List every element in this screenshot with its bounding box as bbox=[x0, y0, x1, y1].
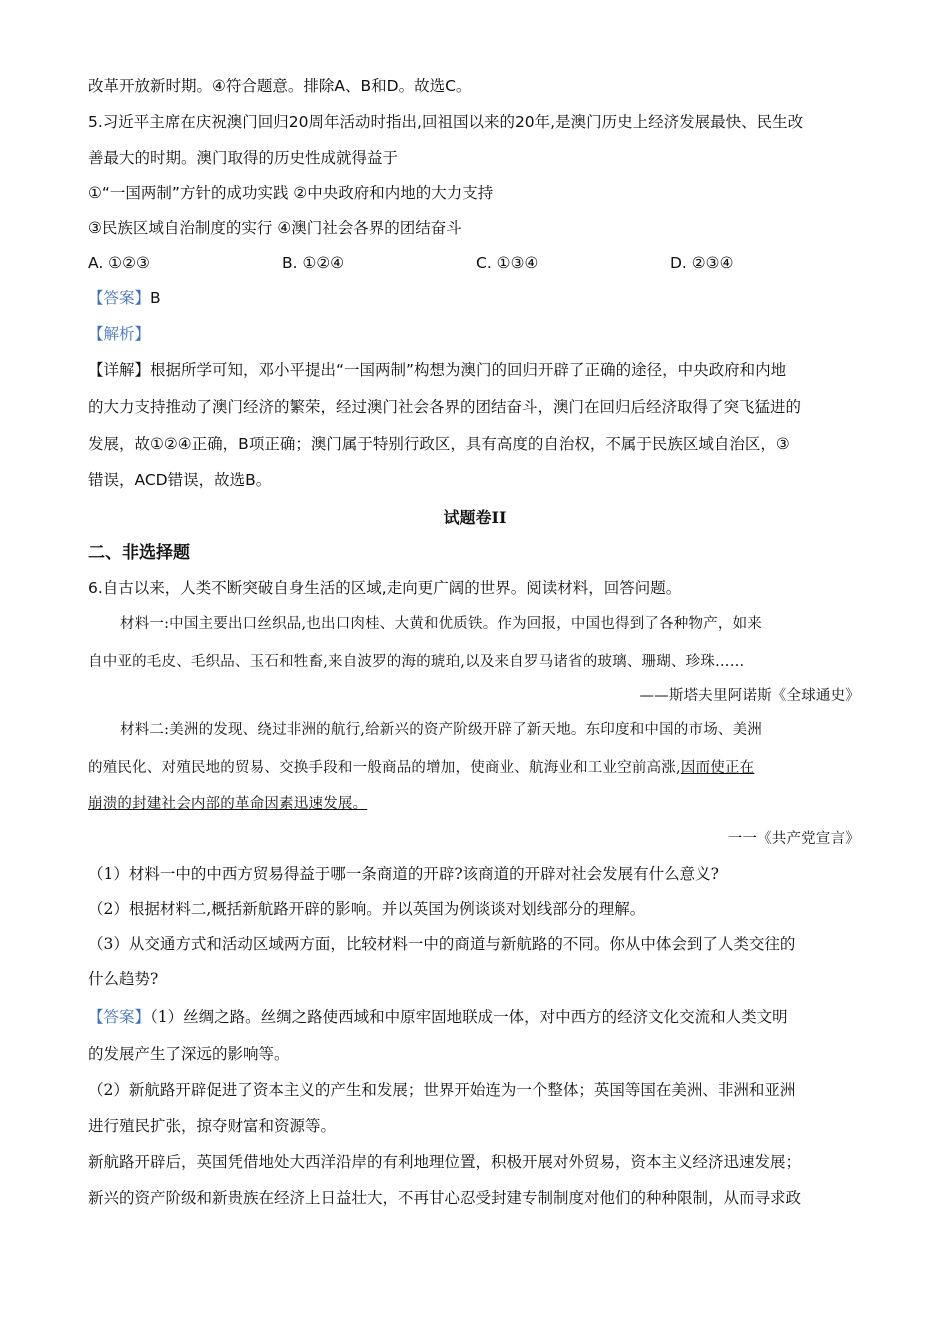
option-b: B. ①②④ bbox=[282, 254, 345, 272]
section-heading: 二、非选择题 bbox=[88, 543, 190, 563]
material-2-line-2 bbox=[88, 758, 868, 778]
underlined-passage-end: 崩溃的封建社会内部的革命因素迅速发展。 bbox=[88, 796, 368, 812]
question-5-stem-line-2: 善最大的时期。澳门取得的历史性成就得益于 bbox=[88, 149, 399, 167]
underlined-passage-start: 因而使正在 bbox=[680, 760, 755, 776]
detail-line-1: 【详解】根据所学可知，邓小平提出“一国两制”构想为澳门的回归开辟了正确的途径，中央政府和内地 bbox=[88, 361, 787, 379]
detail-line-2: 的大力支持推动了澳门经济的繁荣，经过澳门社会各界的团结奋斗，澳门在回归后经济取得了突飞猛进的 bbox=[88, 398, 802, 416]
section-title: 试题卷II bbox=[443, 508, 507, 527]
question-6-intro: 6.自古以来，人类不断突破自身生活的区域,走向更广阔的世界。阅读材料，回答问题。 bbox=[88, 579, 682, 597]
material-1-source: ——斯塔夫里阿诺斯《全球通史》 bbox=[639, 688, 860, 704]
sub-question-1: （1）材料一中的中西方贸易得益于哪一条商道的开辟?该商道的开辟对社会发展有什么意义? bbox=[88, 865, 719, 883]
material-2-line-3 bbox=[88, 794, 868, 814]
question-5-stem-line-1: 5.习近平主席在庆祝澳门回归20周年活动时指出,回祖国以来的20年,是澳门历史上经济发展最快、民生改 bbox=[88, 113, 804, 131]
sub-question-2: （2）根据材料二,概括新航路开辟的影响。并以英国为例谈谈对划线部分的理解。 bbox=[88, 900, 646, 918]
detail-line-3: 发展，故①②④正确，B项正确；澳门属于特别行政区，具有高度的自治权，不属于民族区域自治区，③ bbox=[88, 435, 790, 453]
detail-line-4: 错误，ACD错误，故选B。 bbox=[88, 471, 272, 489]
option-a: A. ①②③ bbox=[88, 254, 150, 272]
analysis-label: 【解析】 bbox=[88, 325, 151, 343]
question-5-answer bbox=[88, 288, 868, 308]
answer-label-2: 【答案】 bbox=[88, 1008, 151, 1026]
answer-1-line-1 bbox=[88, 1007, 868, 1027]
option-c: C. ①③④ bbox=[476, 254, 539, 272]
material-2-source: 一一《共产党宣言》 bbox=[727, 831, 860, 847]
sub-question-3-line-2: 什么趋势? bbox=[88, 970, 159, 988]
answer-3-line-1: 新航路开辟后，英国凭借地处大西洋沿岸的有利地理位置，积极开展对外贸易，资本主义经济迅速发展； bbox=[88, 1153, 802, 1171]
material-2-line-1: 材料二:美洲的发现、绕过非洲的航行,给新兴的资产阶级开辟了新天地。东印度和中国的市场、美洲 bbox=[120, 722, 762, 738]
answer-2-line-2: 进行殖民扩张，掠夺财富和资源等。 bbox=[88, 1117, 337, 1135]
material-1-line-2: 自中亚的毛皮、毛织品、玉石和牲畜,来自波罗的海的琥珀,以及来自罗马诸省的玻璃、珊瑚、珍珠…… bbox=[88, 654, 745, 670]
answer-value: B bbox=[150, 289, 161, 307]
answer-1-text: （1）丝绸之路。丝绸之路使西域和中原牢固地联成一体，对中西方的经济文化交流和人类文明 bbox=[150, 1008, 788, 1026]
question-5-statements-2: ③民族区域自治制度的实行 ④澳门社会各界的团结奋斗 bbox=[88, 219, 462, 237]
prev-answer-ending: 改革开放新时期。④符合题意。排除A、B和D。故选C。 bbox=[88, 77, 472, 95]
question-5-statements-1: ①“一国两制”方针的成功实践 ②中央政府和内地的大力支持 bbox=[88, 184, 494, 202]
material-2-line-2-text: 的殖民化、对殖民地的贸易、交换手段和一般商品的增加，使商业、航海业和工业空前高涨, bbox=[88, 760, 681, 776]
sub-question-3-line-1: （3）从交通方式和活动区域两方面，比较材料一中的商道与新航路的不同。你从中体会到了人类交往的 bbox=[88, 935, 796, 953]
answer-1-line-2: 的发展产生了深远的影响等。 bbox=[88, 1045, 290, 1063]
answer-label: 【答案】 bbox=[88, 289, 151, 307]
answer-3-line-2: 新兴的资产阶级和新贵族在经济上日益壮大，不再甘心忍受封建专制制度对他们的种种限制，从而寻求政 bbox=[88, 1189, 802, 1207]
answer-2-line-1: （2）新航路开辟促进了资本主义的产生和发展；世界开始连为一个整体；英国等国在美洲、非洲和亚洲 bbox=[88, 1081, 796, 1099]
material-1-line-1: 材料一:中国主要出口丝织品,也出口肉桂、大黄和优质铁。作为回报，中国也得到了各种物产，如来 bbox=[120, 616, 762, 632]
option-d: D. ②③④ bbox=[670, 254, 734, 272]
